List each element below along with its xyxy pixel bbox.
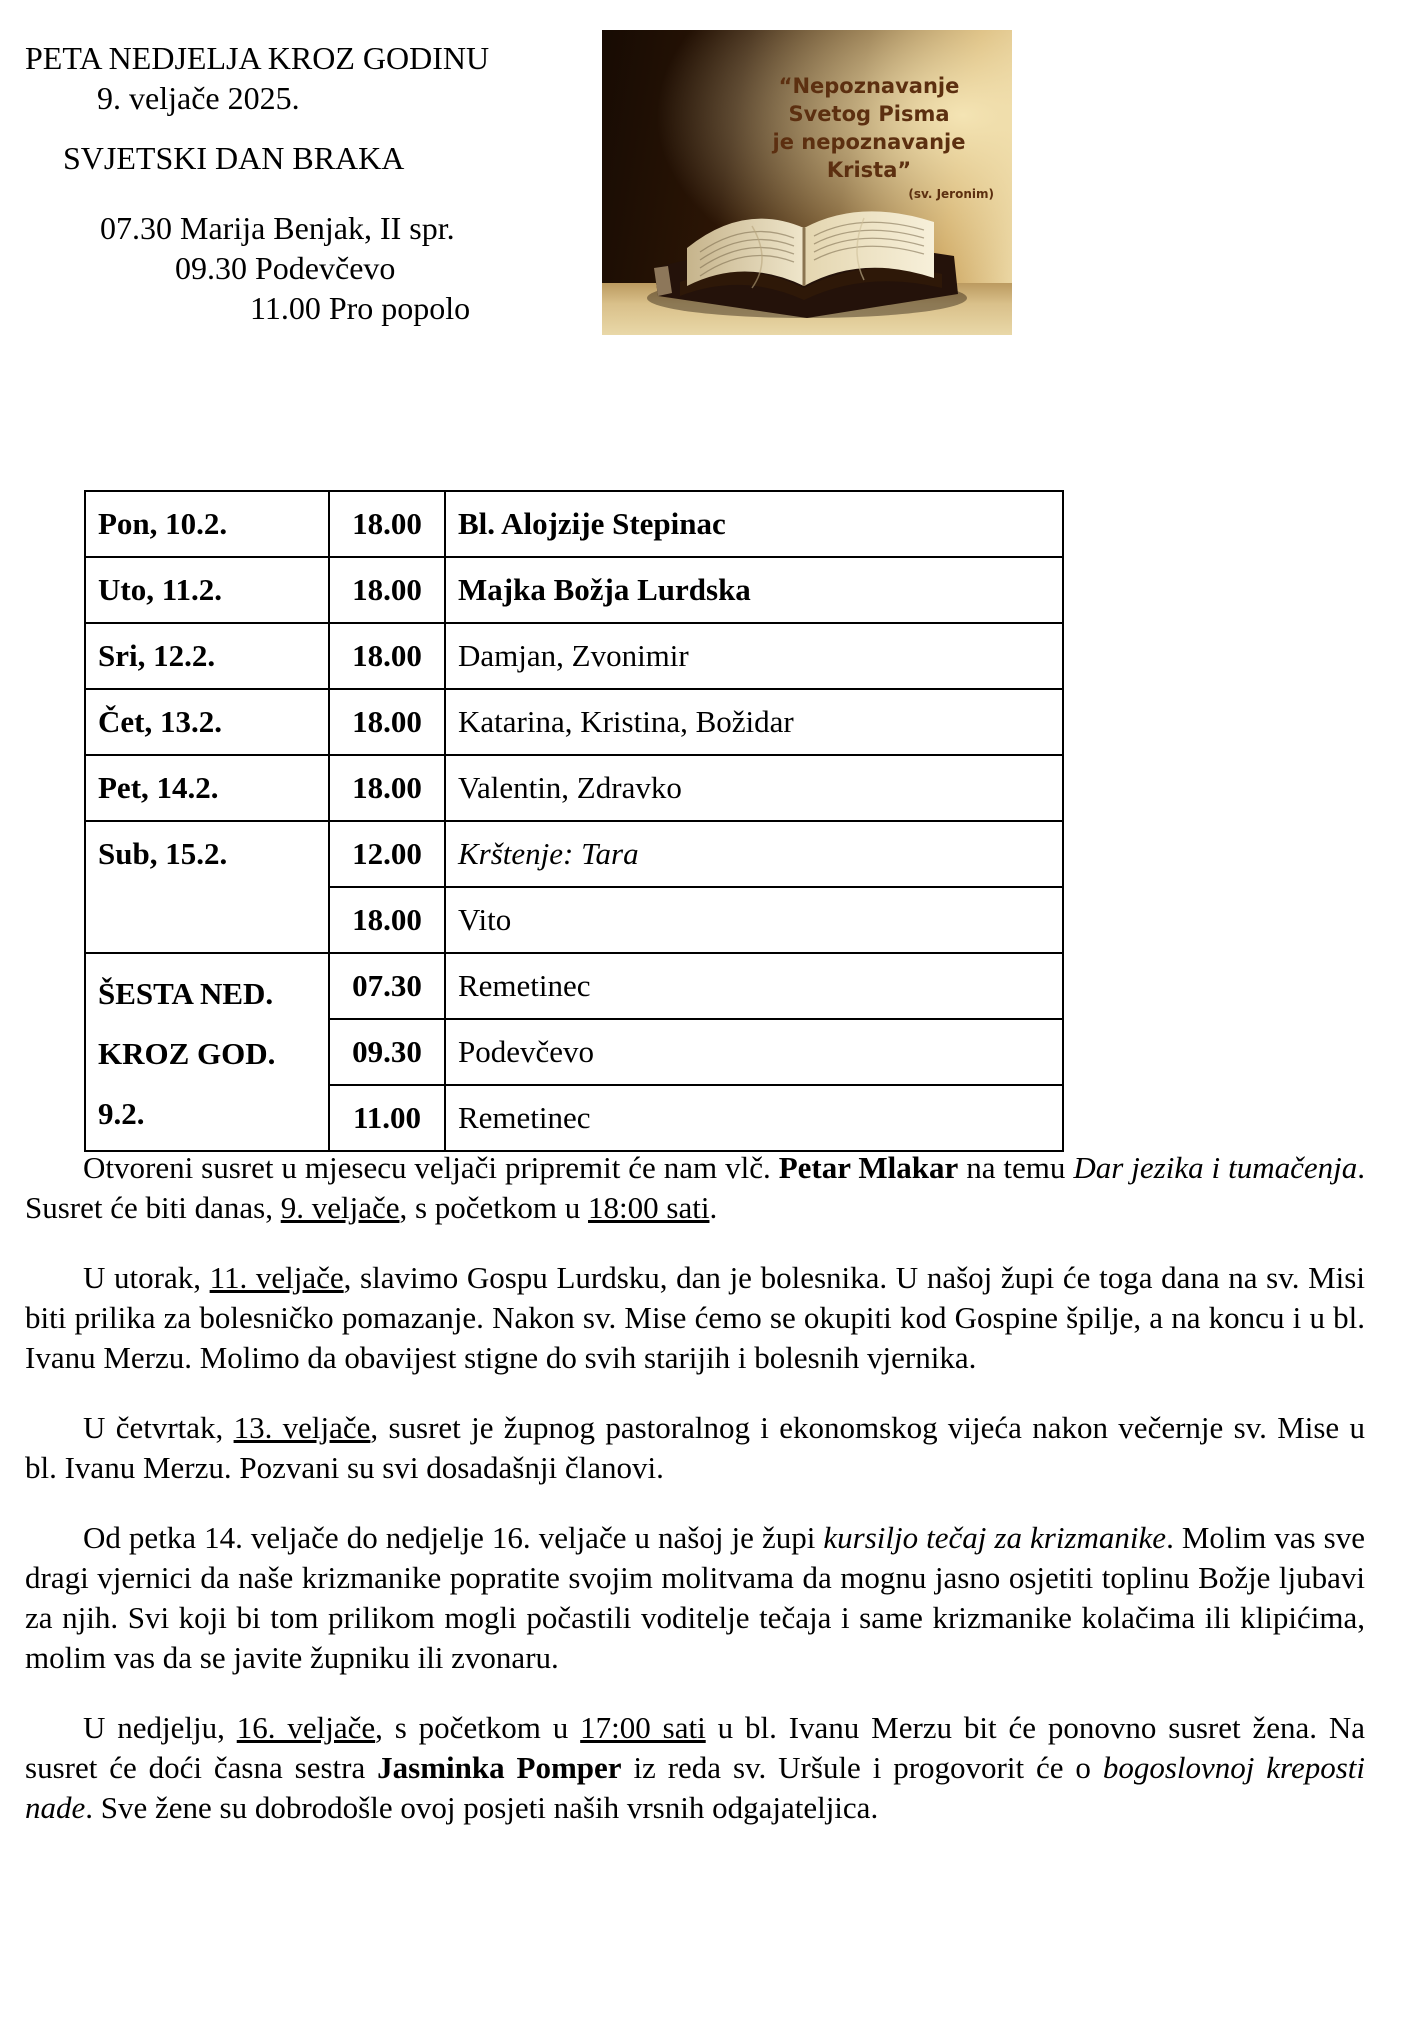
time-cell: 09.30 [329, 1019, 445, 1085]
day-cell-line: ŠESTA NED. [98, 976, 274, 1011]
schedule-table [84, 490, 1064, 1152]
page-date: 9. veljače 2025. [97, 80, 300, 116]
hero-quote [740, 72, 998, 202]
day-cell: Pet, 14.2. [85, 755, 329, 821]
desc-cell: Vito [445, 887, 1063, 953]
body-paragraph: Otvoreni susret u mjesecu veljači pripremit će nam vlč. Petar Mlakar na temu Dar jezika i tumačenja. Susret će biti danas, 9. veljače, s početkom u 18:00 sati. [25, 1150, 1365, 1225]
time-cell: 18.00 [329, 887, 445, 953]
hero-image [602, 30, 1012, 335]
announcements [25, 1148, 1365, 1858]
day-cell: Sub, 15.2. [85, 821, 329, 953]
table-row [85, 623, 1063, 689]
desc-cell: Damjan, Zvonimir [445, 623, 1063, 689]
schedule-body [85, 491, 1063, 1151]
header-block [25, 38, 489, 328]
quote-line: Svetog Pisma [788, 102, 950, 126]
time-cell: 11.00 [329, 1085, 445, 1151]
table-row [85, 821, 1063, 887]
mass-time-line: 09.30 Podevčevo [175, 250, 396, 286]
time-cell: 18.00 [329, 491, 445, 557]
time-cell: 07.30 [329, 953, 445, 1019]
table-row [85, 953, 1063, 1019]
day-cell: Čet, 13.2. [85, 689, 329, 755]
body-paragraph: U utorak, 11. veljače, slavimo Gospu Lurdsku, dan je bolesnika. U našoj župi će toga dana na sv. Misi biti prilika za bolesničko pomazanje. Nakon sv. Mise ćemo se okupiti kod Gospine špilje, a na koncu i u bl. Ivanu Merzu. Molimo da obavijest stigne do svih starijih i bolesnih vjernika. [25, 1260, 1365, 1375]
time-cell: 18.00 [329, 689, 445, 755]
day-cell: Pon, 10.2. [85, 491, 329, 557]
table-row [85, 557, 1063, 623]
time-cell: 18.00 [329, 623, 445, 689]
day-cell: Sri, 12.2. [85, 623, 329, 689]
desc-cell: Majka Božja Lurdska [445, 557, 1063, 623]
mass-time-line: 11.00 Pro popolo [250, 290, 471, 326]
desc-cell: Podevčevo [445, 1019, 1063, 1085]
desc-cell: Remetinec [445, 1085, 1063, 1151]
quote-line: je nepoznavanje [772, 130, 966, 154]
desc-cell: Remetinec [445, 953, 1063, 1019]
table-row [85, 689, 1063, 755]
body-paragraph: U četvrtak, 13. veljače, susret je župnog pastoralnog i ekonomskog vijeća nakon večernje sv. Mise u bl. Ivanu Merzu. Pozvani su svi dosadašnji članovi. [25, 1410, 1366, 1485]
desc-cell: Valentin, Zdravko [445, 755, 1063, 821]
mass-time-line: 07.30 Marija Benjak, II spr. [100, 210, 455, 246]
table-row [85, 491, 1063, 557]
quote-attribution: (sv. Jeronim) [908, 187, 994, 201]
page-subtitle: SVJETSKI DAN BRAKA [63, 140, 405, 176]
page-title: PETA NEDJELJA KROZ GODINU [25, 40, 490, 76]
day-cell-line: KROZ GOD. [98, 1036, 276, 1071]
desc-cell: Krštenje: Tara [445, 821, 1063, 887]
quote-line: Krista” [826, 158, 912, 182]
quote-line: “Nepoznavanje [778, 74, 960, 98]
body-paragraph: Od petka 14. veljače do nedjelje 16. veljače u našoj je župi kursiljo tečaj za krizmanike. Molim vas sve dragi vjernici da naše krizmanike popratite svojim molitvama da mognu jasno osjetiti toplinu Božje ljubavi za njih. Svi koji bi tom prilikom mogli počastili voditelje tečaja i same krizmanike kolačima ili klipićima, molim vas da se javite župniku ili zvonaru. [25, 1520, 1365, 1675]
time-cell: 18.00 [329, 557, 445, 623]
day-cell: Uto, 11.2. [85, 557, 329, 623]
day-cell-line: 9.2. [98, 1096, 145, 1131]
day-cell [85, 953, 329, 1151]
body-paragraph: U nedjelju, 16. veljače, s početkom u 17:00 sati u bl. Ivanu Merzu bit će ponovno susret žena. Na susret će doći časna sestra Jasminka Pomper iz reda sv. Uršule i progovorit će o bogoslovnoj kreposti nade. Sve žene su dobrodošle ovoj posjeti naših vrsnih odgajateljica. [25, 1710, 1366, 1825]
desc-cell: Bl. Alojzije Stepinac [445, 491, 1063, 557]
time-cell: 18.00 [329, 755, 445, 821]
table-row [85, 755, 1063, 821]
time-cell: 12.00 [329, 821, 445, 887]
desc-cell: Katarina, Kristina, Božidar [445, 689, 1063, 755]
